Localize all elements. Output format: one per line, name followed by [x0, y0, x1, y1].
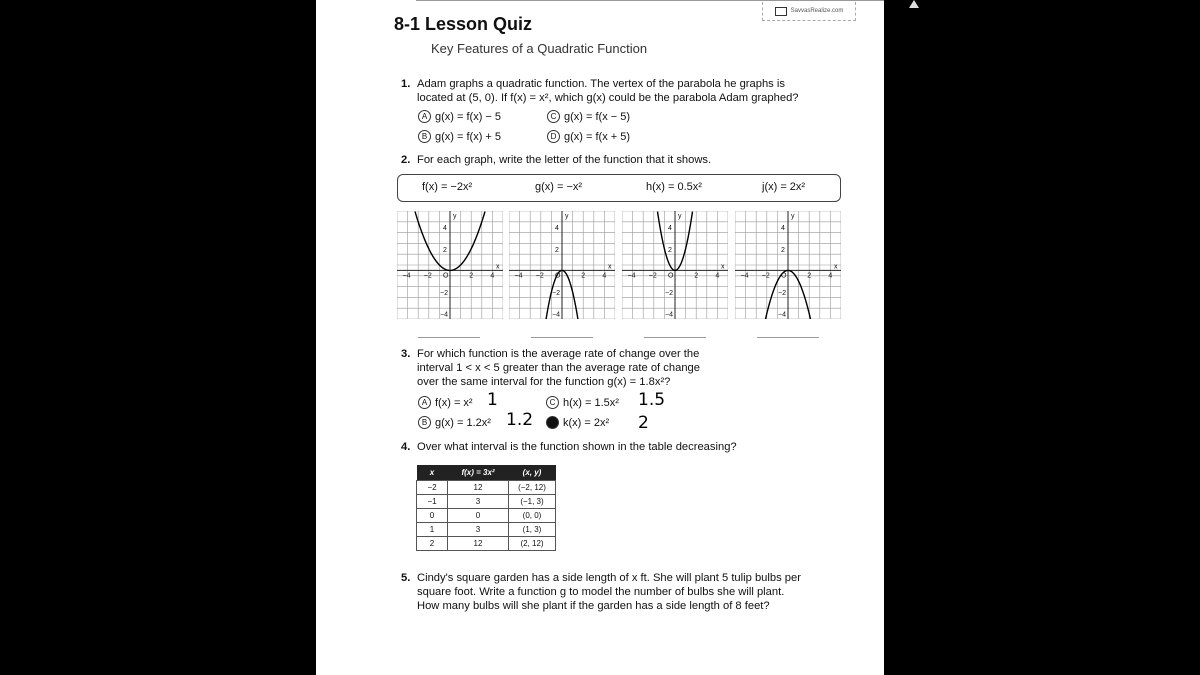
tick-label: 4	[668, 225, 672, 233]
q3-option-a[interactable]: A f(x) = x²	[418, 396, 473, 409]
tick-label: 4	[781, 225, 785, 233]
question-3: 3.	[401, 348, 411, 360]
question-2: 2.	[401, 154, 411, 166]
q1-option-a[interactable]: A g(x) = f(x) − 5	[418, 110, 501, 123]
graph-3	[622, 211, 728, 319]
axis-label-y: y	[678, 213, 682, 220]
axis-label-x: x	[834, 263, 838, 271]
page-subtitle: Key Features of a Quadratic Function	[431, 41, 648, 56]
top-rule	[416, 0, 884, 1]
tick-label: 2	[443, 246, 447, 254]
function-table	[416, 465, 556, 551]
q5-line2: square foot. Write a function g to model the number of bulbs she will plant.	[417, 586, 785, 598]
table-row: 1 3 (1, 3)	[417, 523, 556, 537]
question-1	[401, 77, 410, 92]
tick-label: 4	[490, 272, 495, 280]
axis-label-x: x	[608, 263, 612, 271]
option-letter-filled: D	[546, 416, 559, 429]
answer-blank-4[interactable]	[757, 337, 819, 338]
q3-line3: over the same interval for the function g(x) = 1.8x²?	[417, 376, 671, 388]
handwritten-note-a: 1	[487, 390, 498, 410]
tick-label: −2	[423, 272, 432, 280]
option-letter: B	[418, 130, 431, 143]
option-letter: C	[547, 110, 560, 123]
tick-label: −2	[761, 272, 770, 280]
tick-label: 4	[828, 272, 833, 280]
question-5: 5.	[401, 572, 411, 584]
tick-label: −2	[665, 290, 673, 297]
tick-label: 2	[781, 246, 785, 254]
tick-label: −4	[778, 311, 786, 319]
table-row: 0 0 (0, 0)	[417, 509, 556, 523]
q2-text: For each graph, write the letter of the function that it shows.	[417, 154, 712, 166]
tick-label: 2	[469, 272, 474, 280]
handwritten-note-c: 1.5	[638, 390, 666, 410]
option-letter: A	[418, 110, 431, 123]
tick-label: 4	[443, 225, 447, 233]
function-j: j(x) = 2x²	[762, 181, 806, 193]
tick-label: 2	[555, 246, 559, 254]
function-f: f(x) = −2x²	[422, 181, 473, 193]
tick-label: 4	[602, 272, 607, 280]
q1-option-c[interactable]: C g(x) = f(x − 5)	[547, 110, 630, 123]
tick-label: 2	[807, 272, 812, 280]
tick-label: −4	[740, 272, 749, 280]
handwritten-note-d: 2	[638, 413, 649, 433]
cursor-icon	[909, 0, 919, 8]
tick-label: −2	[535, 272, 544, 280]
worksheet-page	[316, 0, 884, 675]
q3-option-b[interactable]: B g(x) = 1.2x²	[418, 416, 491, 429]
table-row: −1 3 (−1, 3)	[417, 495, 556, 509]
table-header-xy: (x, y)	[509, 465, 556, 481]
graph-2	[509, 211, 615, 319]
axis-label-y: y	[453, 213, 457, 220]
question-4: 4.	[401, 441, 411, 453]
option-letter: D	[547, 130, 560, 143]
q5-line1: Cindy's square garden has a side length of x ft. She will plant 5 tulip bulbs per	[417, 572, 801, 584]
axis-label-x: x	[721, 263, 725, 271]
monitor-icon	[775, 7, 787, 16]
q5-line3: How many bulbs will she plant if the garden has a side length of 8 feet?	[417, 600, 770, 612]
q3-line1: For which function is the average rate of change over the	[417, 348, 700, 360]
function-box	[397, 174, 841, 202]
tick-label: 2	[694, 272, 699, 280]
answer-blank-2[interactable]	[531, 337, 593, 338]
option-letter: A	[418, 396, 431, 409]
axis-label-y: y	[565, 213, 569, 220]
tick-label: −4	[627, 272, 636, 280]
page-title: 8-1 Lesson Quiz	[394, 14, 533, 34]
q4-text: Over what interval is the function shown in the table decreasing?	[417, 441, 737, 453]
axis-label-y: y	[791, 213, 795, 220]
table-row: −2 12 (−2, 12)	[417, 481, 556, 495]
tick-label: −4	[402, 272, 411, 280]
tick-label: −2	[648, 272, 657, 280]
tick-label: −2	[440, 290, 448, 297]
q1-line2: located at (5, 0). If f(x) = x², which g(x) could be the parabola Adam graphed?	[417, 92, 799, 104]
answer-blank-3[interactable]	[644, 337, 706, 338]
origin-label: O	[555, 272, 561, 280]
table-header-fx: f(x) = 3x²	[448, 465, 509, 481]
tick-label: 2	[581, 272, 586, 280]
table-row: 2 12 (2, 12)	[417, 537, 556, 551]
answer-blank-1[interactable]	[418, 337, 480, 338]
option-letter: B	[418, 416, 431, 429]
table-header-x: x	[417, 465, 448, 481]
q3-option-c[interactable]: C h(x) = 1.5x²	[546, 396, 619, 409]
tick-label: 4	[715, 272, 720, 280]
graph-1	[397, 211, 503, 319]
handwritten-note-b: 1.2	[506, 410, 534, 430]
axis-label-x: x	[496, 263, 500, 271]
badge-text: SavvasRealize.com	[790, 8, 844, 14]
q3-option-d-selected[interactable]: D k(x) = 2x²	[546, 416, 609, 429]
function-g: g(x) = −x²	[535, 181, 583, 193]
q1-line1: Adam graphs a quadratic function. The vertex of the parabola he graphs is	[417, 78, 785, 90]
origin-label: O	[668, 272, 674, 280]
tick-label: 2	[668, 246, 672, 254]
tick-label: −4	[552, 311, 560, 319]
q1-option-d[interactable]: D g(x) = f(x + 5)	[547, 130, 630, 143]
tick-label: 4	[555, 225, 559, 233]
origin-label: O	[443, 272, 449, 280]
option-letter: C	[546, 396, 559, 409]
q1-option-b[interactable]: B g(x) = f(x) + 5	[418, 130, 501, 143]
function-h: h(x) = 0.5x²	[646, 181, 702, 193]
tick-label: −4	[514, 272, 523, 280]
tick-label: −4	[440, 311, 448, 319]
question-number: 1.	[401, 78, 411, 90]
tick-label: −4	[665, 311, 673, 319]
origin-label: O	[781, 272, 787, 280]
tick-label: −2	[552, 290, 560, 297]
savvas-badge	[762, 2, 856, 21]
tick-label: −2	[778, 290, 786, 297]
graph-4	[735, 211, 841, 319]
q3-line2: interval 1 < x < 5 greater than the average rate of change	[417, 362, 700, 374]
